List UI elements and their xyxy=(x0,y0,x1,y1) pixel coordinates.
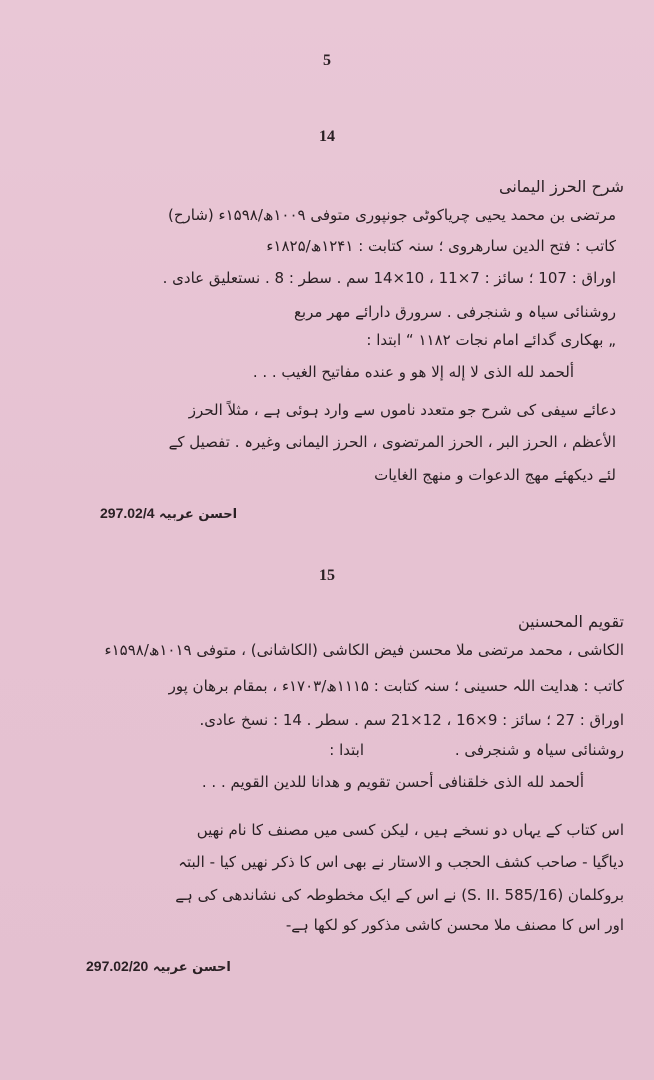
entry-title: شرح الحرز الیمانی xyxy=(499,177,624,196)
entry-note-line: بروکلمان (S. II. 585/16) نے اس کے ایک مخطوطہ کی نشاندھی کی ہے xyxy=(175,886,624,904)
entry-ink: روشنائی سیاہ و شنجرفی . سرورق دارائے مھر مربع xyxy=(293,303,616,321)
entry-number: 15 xyxy=(319,567,335,584)
shelf-number: 297.02/20 xyxy=(86,958,149,974)
shelf-label: احسن عربیہ xyxy=(159,507,238,522)
entry-number: 14 xyxy=(319,128,335,145)
page-number: 5 xyxy=(323,52,331,69)
entry-title: تقویم المحسنین xyxy=(517,612,624,631)
entry-incipit: ألحمد لله الذی لا إله إلا هو و عنده مفاتیح الغیب . . . xyxy=(252,363,574,381)
entry-note-line: اور اس کا مصنف ملا محسن کاشی مذکور کو لکھا ہے- xyxy=(285,916,624,934)
shelf-number: 297.02/4 xyxy=(100,505,155,521)
entry-note-line: لئے دیکھئے مھج الدعوات و منھج الغایات xyxy=(374,466,616,484)
shelf-label: احسن عربیہ xyxy=(152,960,231,975)
entry-ink: روشنائی سیاہ و شنجرفی . xyxy=(454,741,624,759)
entry-author: مرتضی بن محمد یحیی چریاکوٹی جونپوری متوفی ۱۰۰۹ھ/۱۵۹۸ء (شارح) xyxy=(167,206,616,224)
entry-note-line: دعائے سیفی کی شرح جو متعدد ناموں سے وارد ہوئی ہے ، مثلاً الحرز xyxy=(188,401,616,419)
entry-incipit-label: ابتدا : xyxy=(329,741,364,759)
entry-seal-incipit-label: „ بھکاری گدائے امام نجات ۱۱۸۲ “ ابتدا : xyxy=(366,331,616,349)
entry-folios: اوراق : 107 ؛ سائز : 7×11 ، 10×14 سم . سطر : 8 . نستعلیق عادی . xyxy=(162,269,616,287)
entry-folios: اوراق : 27 ؛ سائز : 9×16 ، 12×21 سم . سطر . 14 : نسخ عادی. xyxy=(199,711,624,729)
entry-incipit: ألحمد لله الذی خلقنافی أحسن تقویم و ھدانا للدین القویم . . . xyxy=(201,773,584,791)
entry-author: الکاشی ، محمد مرتضی ملا محسن فیض الکاشی (الکاشانی) ، متوفی ۱۰۱۹ھ/۱۵۹۸ء xyxy=(104,641,624,659)
shelf-mark xyxy=(100,505,237,522)
entry-note-line: دیاگیا - صاحب کشف الحجب و الاستار نے بھی اس کا ذکر نھیں کیا - البتہ xyxy=(178,853,624,871)
shelf-mark xyxy=(86,958,231,975)
entry-note-line: اس کتاب کے یہاں دو نسخے ہیں ، لیکن کسی میں مصنف کا نام نھیں xyxy=(196,821,624,839)
entry-scribe: کاتب : ھدایت اللہ حسینی ؛ سنہ کتابت : ۱۱۱۵ھ/۱۷۰۳ء ، بمقام برھان پور xyxy=(168,677,624,695)
entry-note-line: الأعظم ، الحرز البر ، الحرز المرتضوی ، الحرز الیمانی وغیرہ . تفصیل کے xyxy=(168,433,616,451)
entry-scribe: کاتب : فتح الدین سارھروی ؛ سنہ کتابت : ۱۲۴۱ھ/۱۸۲۵ء xyxy=(266,237,616,255)
